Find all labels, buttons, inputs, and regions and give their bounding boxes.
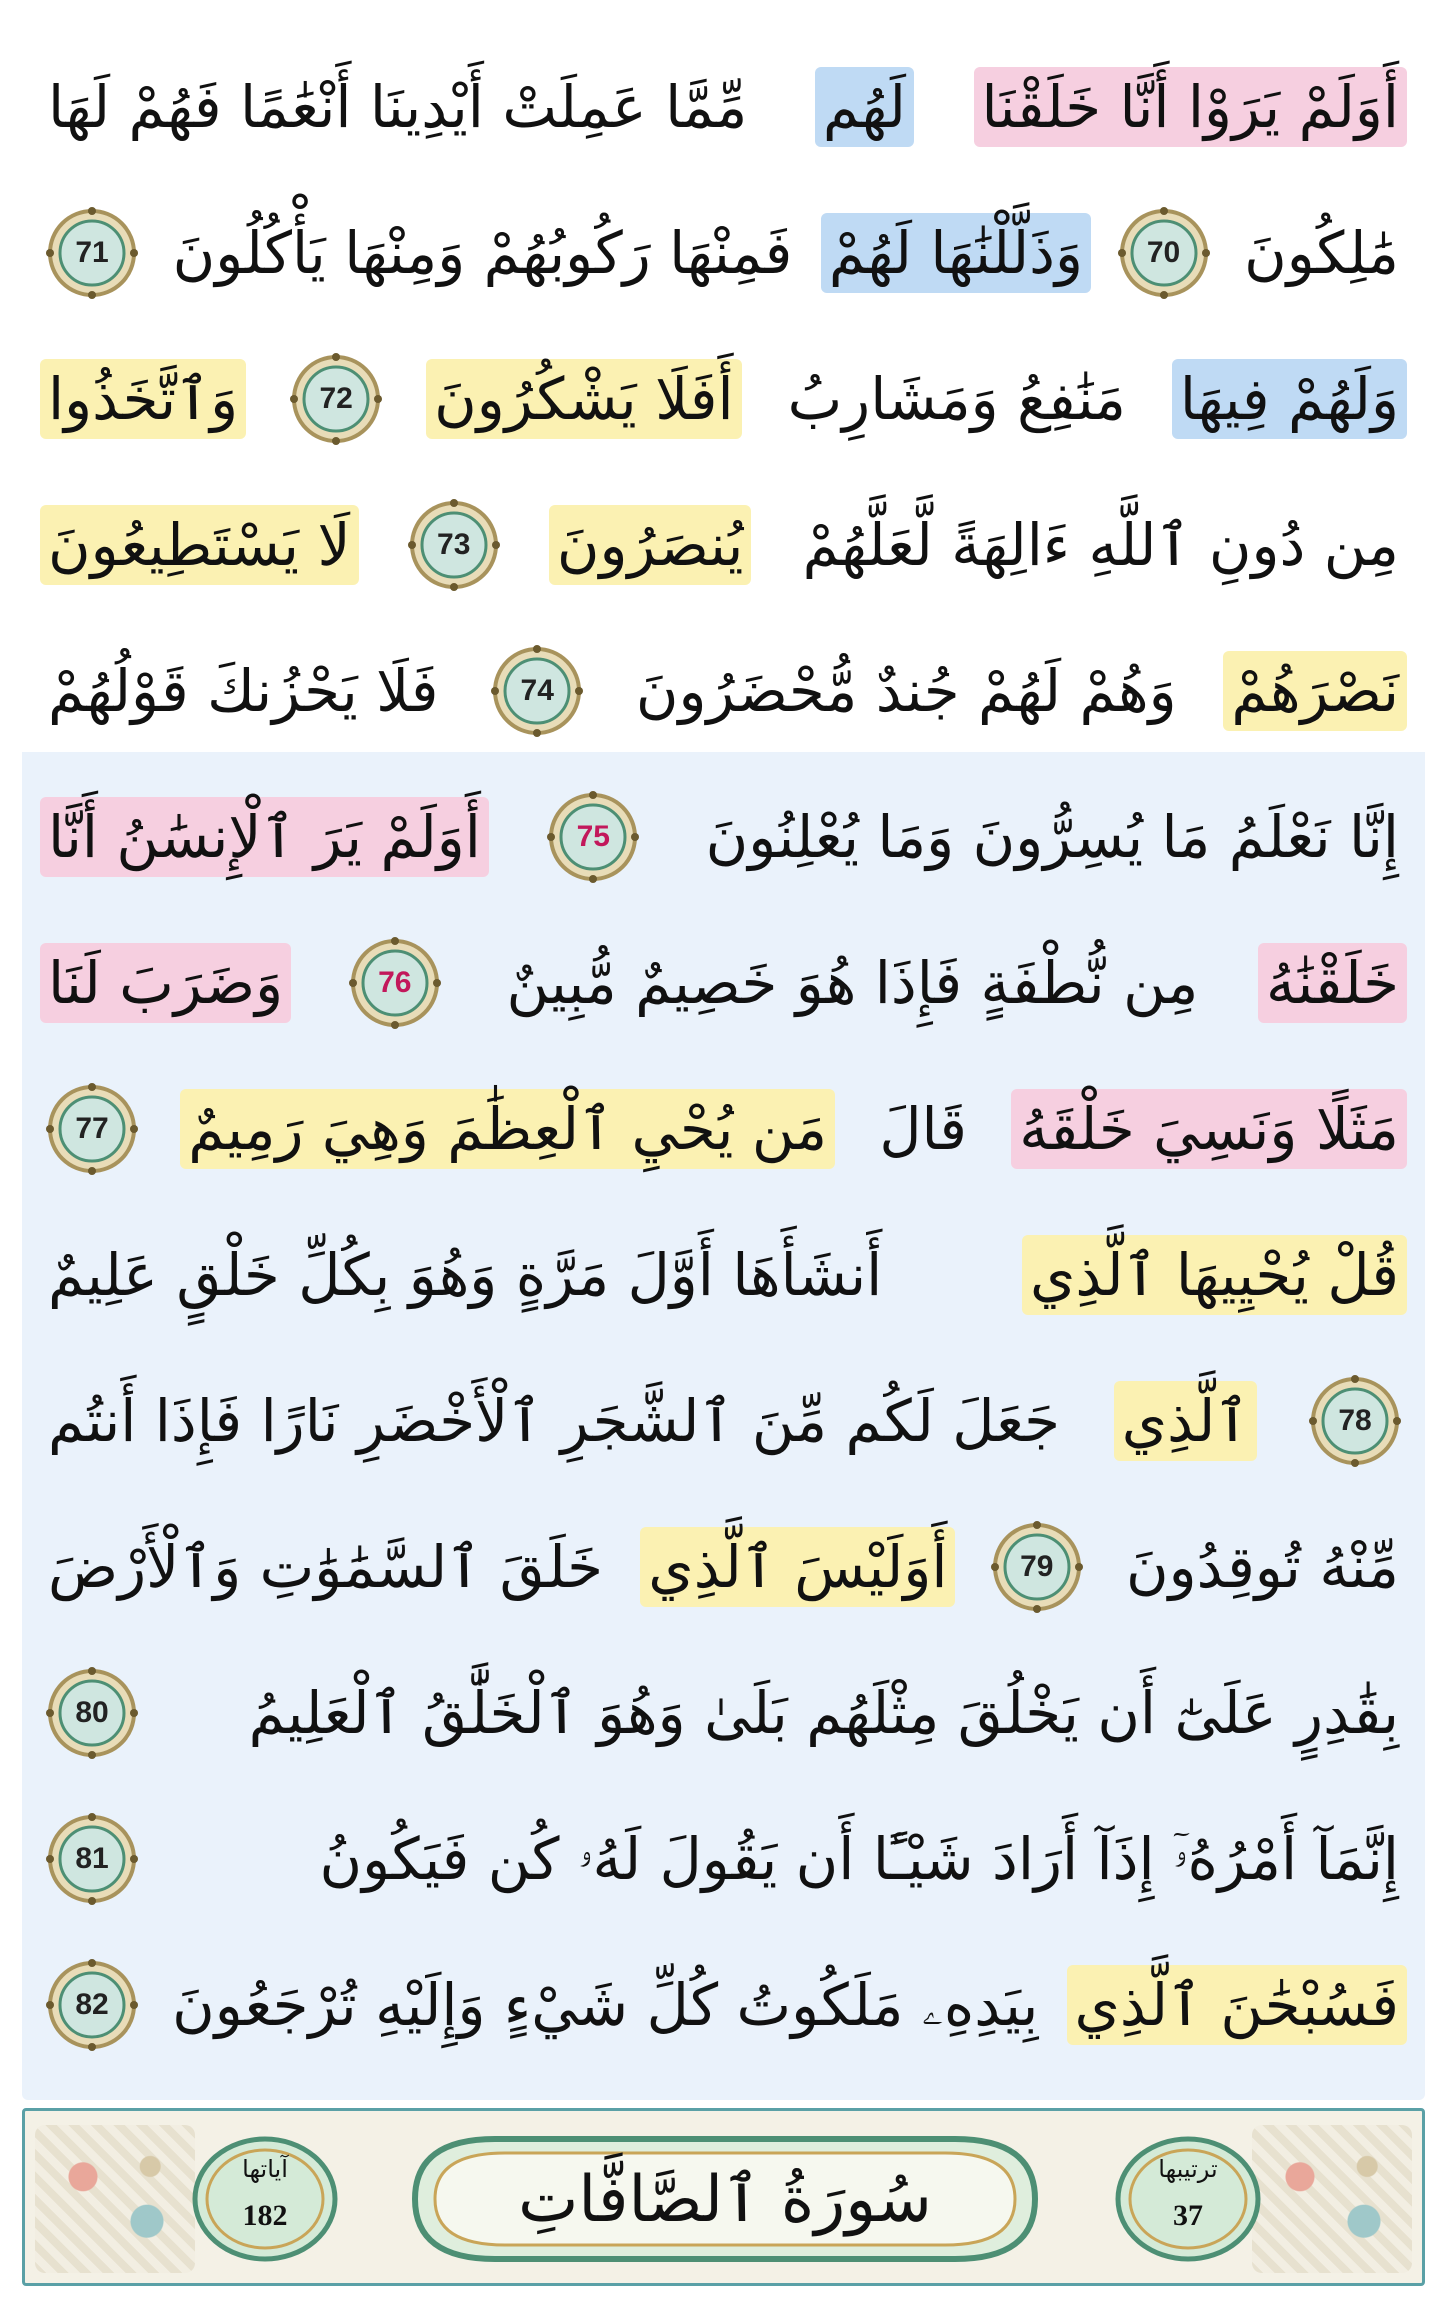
verse-text: بِقَٰدِرٍ عَلَىٰٓ أَن يَخْلُقَ مِثْلَهُم بَلَىٰ وَهُوَ ٱلْخَلَّٰقُ ٱلْعَلِيمُ [248,1678,1399,1747]
verse-text: جَعَلَ لَكُم مِّنَ ٱلشَّجَرِ ٱلْأَخْضَرِ نَارًا فَإِذَا أَنتُم [48,1386,1061,1455]
surah-order-medallion [1113,2133,1263,2265]
verse-text: مَٰلِكُونَ [1244,218,1399,287]
verse-text: وَهُمْ لَهُمْ جُندٌ مُّحْضَرُونَ [635,656,1177,725]
highlighted-phrase: خَلَقْنَٰهُ [1258,943,1407,1024]
surah-name: سُورَةُ ٱلصَّافَّاتِ [518,2162,932,2237]
ayah-end-marker-icon [1309,1375,1401,1467]
ayah-number: 78 [1338,1404,1372,1437]
ayah-number: 79 [1020,1550,1054,1583]
mushaf-page [22,10,1425,2100]
surah-title-cartouche [375,2129,1075,2269]
ayah-end-marker-icon [349,937,441,1029]
verse-line [40,1492,1407,1642]
ayah-number: 80 [75,1696,109,1729]
left-ornament [35,2125,195,2273]
ayah-number: 75 [576,820,610,853]
ayat-count-label: آياتها [242,2155,288,2183]
highlighted-phrase: يُنصَرُونَ [549,505,752,586]
ayah-number: 72 [319,382,353,415]
ayat-count-value: 182 [242,2199,288,2232]
highlighted-phrase: أَفَلَا يَشْكُرُونَ [426,359,741,440]
ayah-number: 77 [75,1112,109,1145]
highlighted-phrase: وَذَلَّلْنَٰهَا لَهُمْ [821,213,1091,294]
verse-text: إِنَّا نَعْلَمُ مَا يُسِرُّونَ وَمَا يُعْلِنُونَ [705,802,1399,871]
highlighted-phrase: لَا يَسْتَطِيعُونَ [40,505,359,586]
verse-line [40,1054,1407,1204]
ayah-end-marker-icon [46,1083,138,1175]
verse-text: مَنَٰفِعُ وَمَشَارِبُ [787,364,1126,433]
verse-text: بِيَدِهِۦ مَلَكُوتُ كُلِّ شَيْءٍ وَإِلَيْهِ تُرْجَعُونَ [172,1970,1039,2039]
right-ornament [1252,2125,1412,2273]
highlighted-phrase: أَوَلَمْ يَرَ ٱلْإِنسَٰنُ أَنَّا [40,797,489,878]
verse-line [40,908,1407,1058]
verse-line [40,178,1407,328]
surah-order-value: 37 [1173,2199,1203,2232]
highlighted-phrase: ٱلَّذِي [1114,1381,1258,1462]
ayah-end-marker-icon [991,1521,1083,1613]
highlighted-phrase: فَسُبْحَٰنَ ٱلَّذِي [1067,1965,1408,2046]
ayah-end-marker-icon [46,1813,138,1905]
ayah-end-marker-icon [46,1667,138,1759]
highlighted-phrase: نَصْرَهُمْ [1223,651,1407,732]
highlighted-phrase: وَلَهُمْ فِيهَا [1172,359,1407,440]
highlighted-phrase: مَن يُحْيِ ٱلْعِظَٰمَ وَهِيَ رَمِيمٌ [180,1089,835,1170]
ayah-end-marker-icon [46,1959,138,2051]
ayah-end-marker-icon [1118,207,1210,299]
verse-text: فَمِنْهَا رَكُوبُهُمْ وَمِنْهَا يَأْكُلُونَ [172,218,793,287]
ayah-number: 76 [378,966,412,999]
ayah-number: 70 [1146,236,1181,269]
ayah-end-marker-icon [290,353,382,445]
verse-text: مِّمَّا عَمِلَتْ أَيْدِينَا أَنْعَٰمًا فَهُمْ لَهَا [48,72,748,141]
verse-line [40,324,1407,474]
ayah-end-marker-icon [491,645,583,737]
verse-line [40,1638,1407,1788]
highlighted-phrase: أَوَلَمْ يَرَوْا أَنَّا خَلَقْنَا [974,67,1407,148]
verse-text: مِّنْهُ تُوقِدُونَ [1126,1532,1399,1601]
ayah-number: 74 [520,674,554,707]
verse-text: قَالَ [879,1094,967,1163]
ayah-end-marker-icon [547,791,639,883]
verse-text: إِنَّمَآ أَمْرُهُۥٓ إِذَآ أَرَادَ شَيْـًٔا أَن يَقُولَ لَهُۥ كُن فَيَكُونُ [319,1824,1399,1893]
highlighted-phrase: وَٱتَّخَذُوا [40,359,246,440]
verse-text: أَنشَأَهَا أَوَّلَ مَرَّةٍ وَهُوَ بِكُلِّ خَلْقٍ عَلِيمٌ [48,1240,883,1309]
highlighted-phrase: لَهُم [815,67,914,148]
verse-text: خَلَقَ ٱلسَّمَٰوَٰتِ وَٱلْأَرْضَ [48,1532,604,1601]
highlighted-phrase: أَوَلَيْسَ ٱلَّذِي [640,1527,955,1608]
verse-text: مِن نُّطْفَةٍ فَإِذَا هُوَ خَصِيمٌ مُّبِينٌ [506,948,1199,1017]
verse-text: فَلَا يَحْزُنكَ قَوْلُهُمْ [48,656,439,725]
highlighted-phrase: وَضَرَبَ لَنَا [40,943,291,1024]
ayah-end-marker-icon [46,207,138,299]
surah-order-label: ترتيبها [1158,2155,1218,2183]
verse-line [40,470,1407,620]
surah-header-frame [22,2108,1425,2286]
ayah-end-marker-icon [408,499,500,591]
verse-text: مِن دُونِ ٱللَّهِ ءَالِهَةً لَّعَلَّهُمْ [802,510,1399,579]
verse-line [40,1784,1407,1934]
ayah-number: 81 [75,1842,109,1875]
verse-line [40,1930,1407,2080]
verse-line [40,762,1407,912]
highlighted-phrase: مَثَلًا وَنَسِيَ خَلْقَهُ [1011,1089,1407,1170]
verse-line [40,1200,1407,1350]
ayat-count-medallion [190,2133,340,2265]
verse-line [40,1346,1407,1496]
verse-line [40,616,1407,766]
ayah-number: 71 [75,236,109,269]
ayah-number: 82 [75,1988,109,2021]
ayah-number: 73 [437,528,471,561]
highlighted-phrase: قُلْ يُحْيِيهَا ٱلَّذِي [1022,1235,1407,1316]
verse-line [40,32,1407,182]
